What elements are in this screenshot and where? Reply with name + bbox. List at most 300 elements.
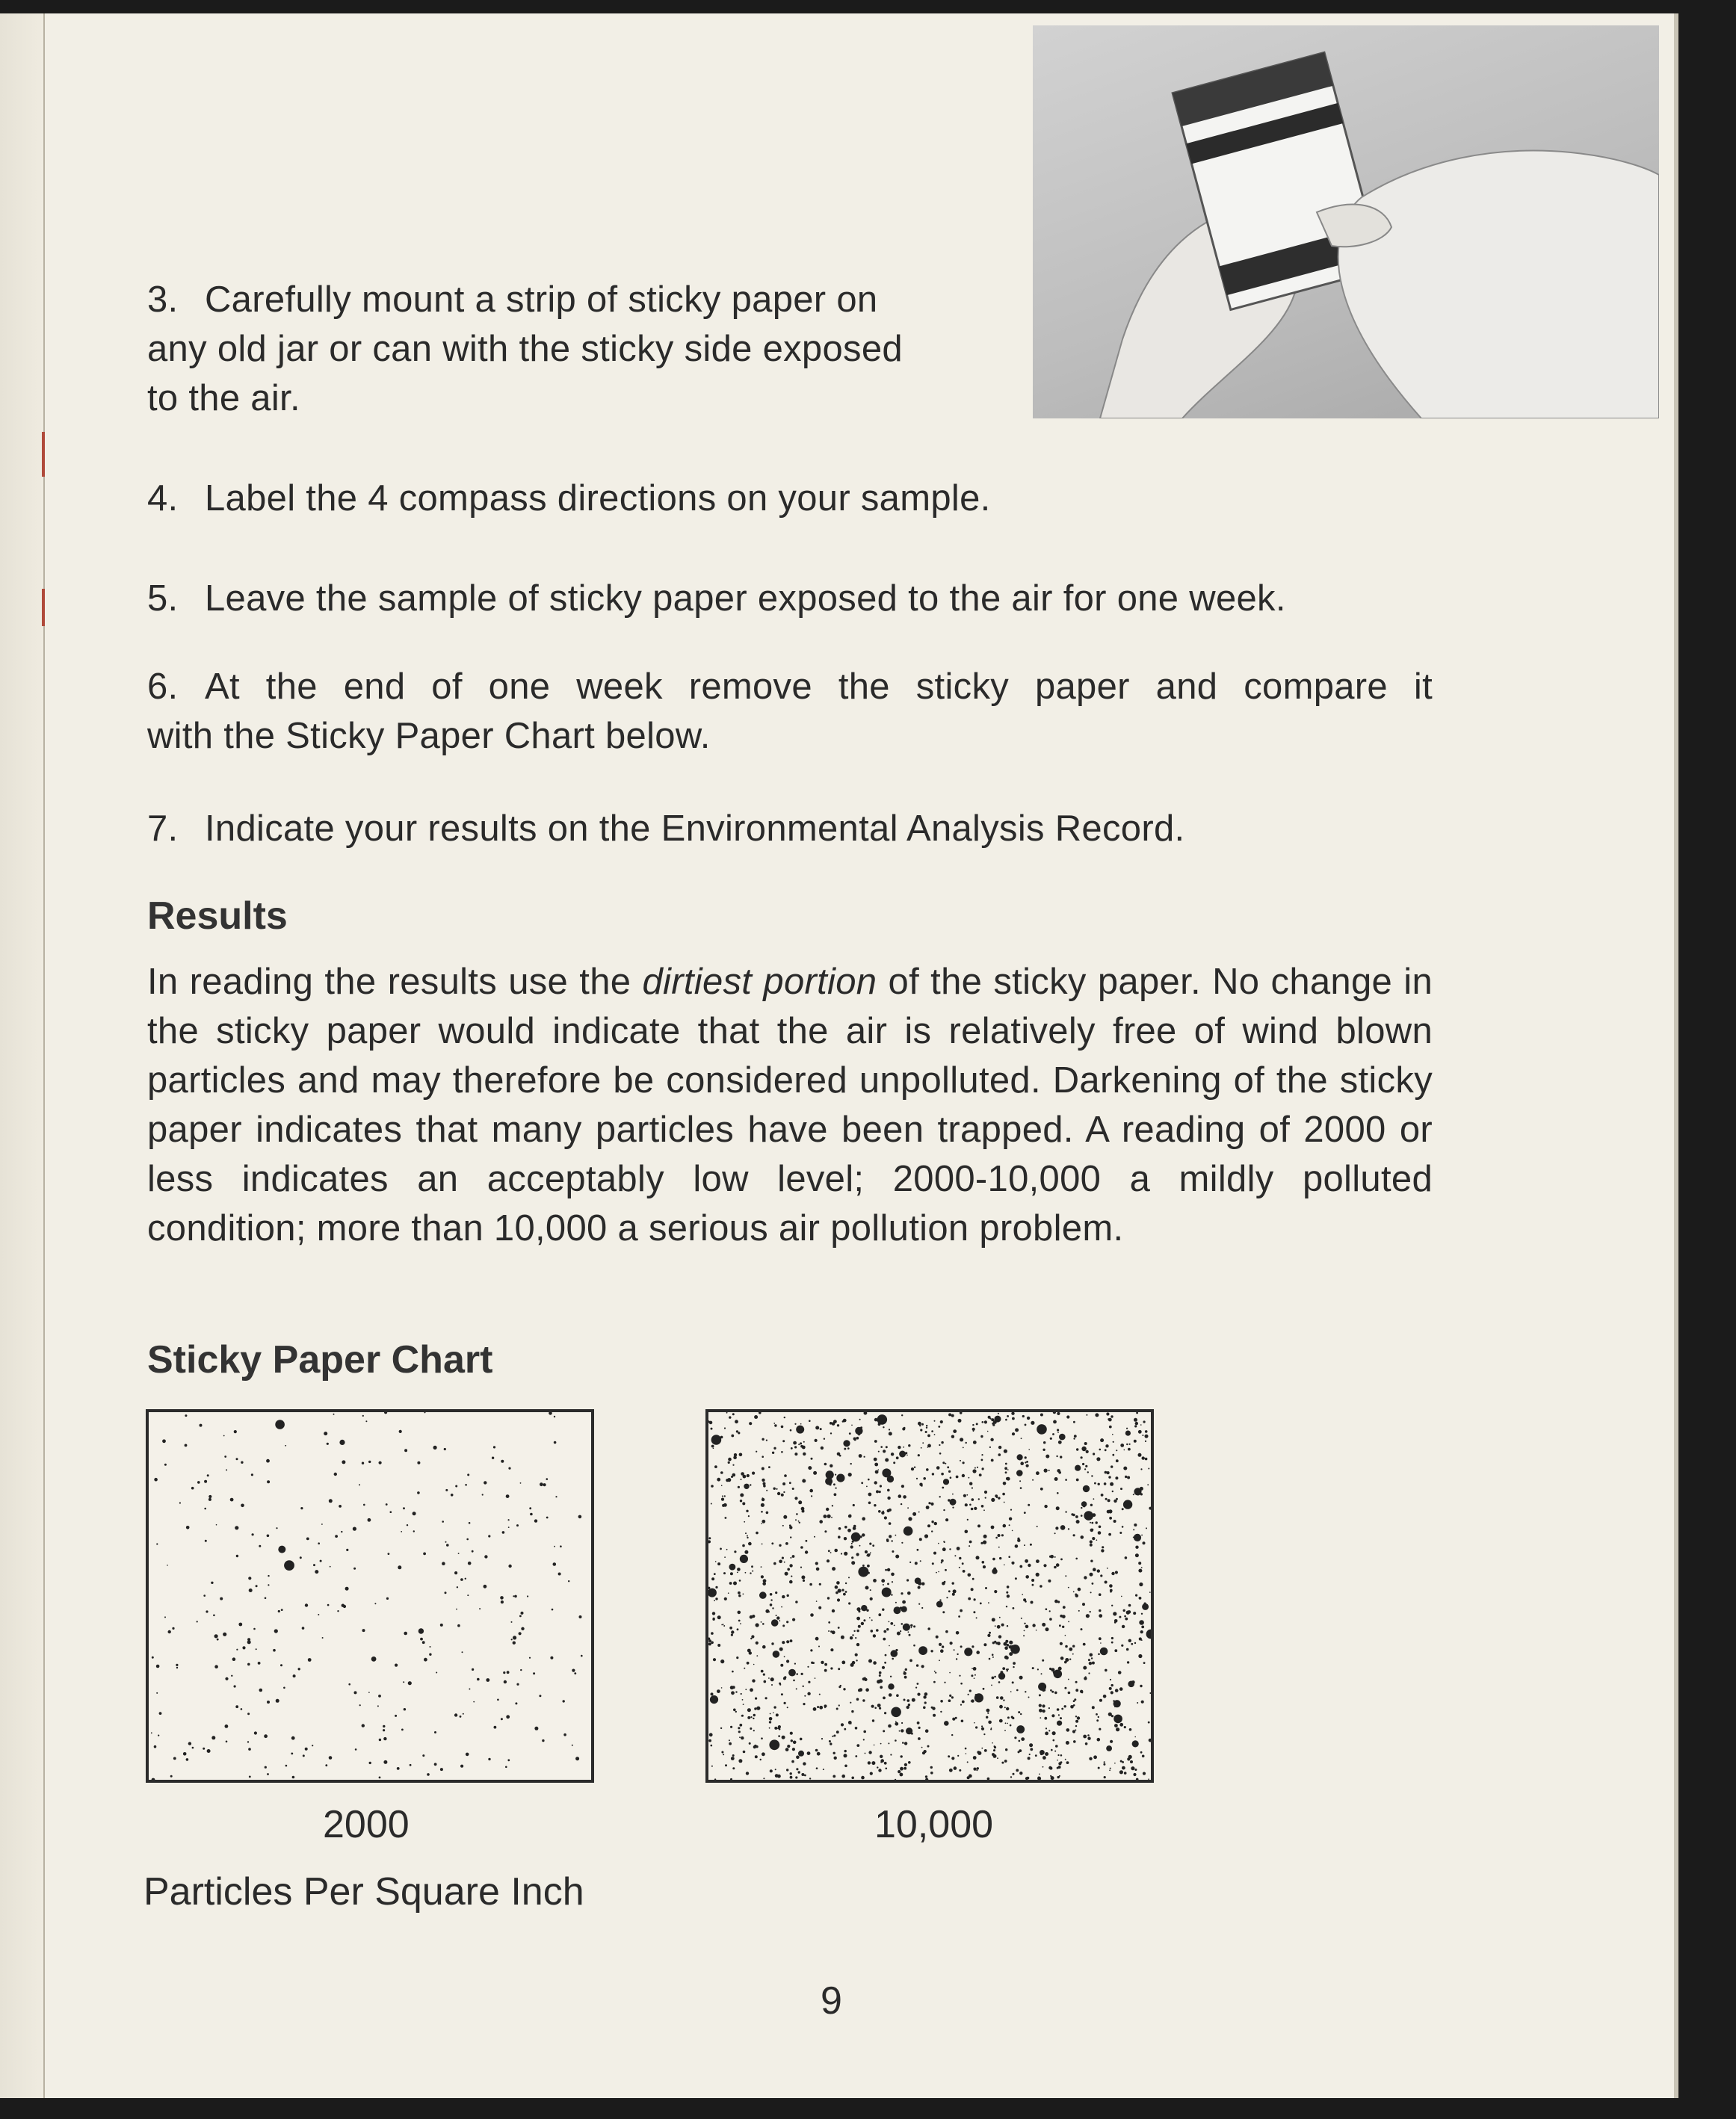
particle-dot (960, 1460, 961, 1461)
particle-dot (1127, 1476, 1130, 1479)
particle-dot (1007, 1670, 1008, 1671)
particle-dot (185, 1414, 187, 1417)
particle-dot (877, 1766, 878, 1768)
particle-dot (838, 1535, 841, 1538)
particle-dot (853, 1438, 856, 1441)
particle-dot (965, 1748, 967, 1750)
particle-dot (803, 1580, 805, 1582)
particle-dot (903, 1447, 904, 1448)
particle-dot (791, 1739, 793, 1742)
particle-dot (853, 1630, 855, 1632)
particle-dot (1031, 1421, 1034, 1425)
particle-dot (274, 1629, 278, 1633)
particle-dot (792, 1488, 794, 1490)
particle-dot (762, 1497, 764, 1499)
particle-dot (860, 1426, 862, 1429)
particle-dot (837, 1453, 841, 1456)
particle-dot (762, 1544, 763, 1545)
particle-dot (878, 1769, 881, 1772)
particle-dot (969, 1482, 972, 1485)
particle-dot (972, 1645, 974, 1648)
particle-dot (728, 1458, 732, 1461)
particle-dot (1134, 1418, 1137, 1422)
particle-dot (513, 1636, 516, 1639)
particle-dot (774, 1424, 776, 1426)
particle-dot (994, 1676, 996, 1678)
particle-dot (308, 1658, 312, 1662)
particle-dot (1088, 1672, 1090, 1674)
particle-dot (390, 1511, 392, 1513)
particle-dot (880, 1686, 883, 1689)
particle-dot (944, 1682, 945, 1683)
particle-dot (747, 1662, 750, 1665)
particle-dot (801, 1673, 803, 1675)
particle-dot (808, 1466, 812, 1470)
particle-dot (768, 1466, 770, 1468)
particle-dot (944, 1581, 946, 1583)
particle-dot (728, 1461, 730, 1464)
particle-dot (916, 1664, 918, 1666)
particle-dot (1044, 1469, 1048, 1473)
particle-dot (1142, 1435, 1143, 1436)
particle-dot (1006, 1477, 1009, 1480)
particle-dot (460, 1578, 463, 1581)
particle-dot (838, 1589, 841, 1592)
particle-dot (855, 1654, 858, 1656)
particle-dot (748, 1515, 750, 1517)
particle-dot (742, 1544, 745, 1547)
particle-dot (790, 1772, 792, 1775)
particle-dot (460, 1716, 462, 1718)
particle-dot (861, 1605, 867, 1611)
particle-dot (506, 1494, 510, 1498)
particle-dot (969, 1689, 972, 1692)
particle-dot (1128, 1681, 1134, 1688)
particle-dot (152, 1656, 154, 1659)
particle-dot (750, 1727, 752, 1730)
particle-dot (923, 1707, 926, 1710)
particle-dot (948, 1470, 951, 1473)
particle-dot (1045, 1727, 1047, 1729)
particle-dot (909, 1659, 912, 1662)
particle-dot (908, 1761, 911, 1764)
particle-dot (303, 1754, 305, 1757)
particle-dot (848, 1577, 850, 1578)
particle-dot (717, 1562, 720, 1565)
particle-dot (863, 1739, 865, 1740)
particle-dot (967, 1776, 970, 1779)
particle-dot (888, 1724, 892, 1728)
particle-dot (717, 1689, 720, 1693)
particle-dot (784, 1474, 787, 1477)
particle-dot (713, 1448, 714, 1450)
particle-dot (832, 1567, 835, 1571)
particle-dot (1037, 1668, 1039, 1670)
particle-dot (761, 1670, 764, 1673)
particle-dot (868, 1479, 870, 1481)
particle-dot (804, 1695, 806, 1697)
particle-dot (1068, 1692, 1071, 1695)
particle-dot (753, 1730, 755, 1731)
particle-dot (521, 1627, 524, 1630)
particle-dot (1007, 1644, 1010, 1647)
particle-dot (949, 1769, 953, 1772)
particle-dot (410, 1764, 412, 1766)
particle-dot (1115, 1571, 1118, 1574)
particle-dot (1111, 1605, 1113, 1606)
particle-dot (753, 1664, 755, 1665)
particle-dot (992, 1423, 994, 1425)
particle-dot (1095, 1413, 1099, 1417)
particle-dot (752, 1679, 755, 1682)
particle-dot (884, 1712, 886, 1714)
particle-dot (945, 1518, 948, 1521)
particle-dot (1106, 1745, 1112, 1751)
particle-dot (1122, 1508, 1124, 1510)
particle-dot (1119, 1616, 1121, 1618)
particle-dot (813, 1471, 817, 1475)
particle-dot (1143, 1541, 1146, 1544)
particle-dot (268, 1575, 269, 1577)
particle-dot (1105, 1449, 1107, 1451)
particle-dot (1113, 1715, 1122, 1724)
particle-dot (191, 1487, 194, 1490)
results-heading: Results (147, 894, 288, 938)
particle-dot (866, 1486, 868, 1488)
particle-dot (1054, 1477, 1058, 1481)
particle-dot (327, 1604, 330, 1606)
particle-dot (217, 1639, 219, 1641)
particle-dot (856, 1659, 857, 1661)
particle-dot (1009, 1524, 1010, 1526)
particle-dot (762, 1479, 764, 1482)
particle-dot (900, 1773, 903, 1777)
particle-dot (886, 1446, 888, 1448)
particle-dot (711, 1440, 713, 1441)
particle-dot (1007, 1625, 1008, 1627)
particle-dot (709, 1733, 713, 1736)
particle-dot (951, 1414, 954, 1417)
particle-dot (197, 1621, 198, 1622)
particle-dot (1126, 1444, 1128, 1445)
particle-dot (859, 1454, 862, 1458)
particle-dot (807, 1692, 810, 1695)
particle-dot (936, 1466, 940, 1470)
particle-dot (1040, 1750, 1045, 1755)
particle-dot (786, 1769, 788, 1771)
particle-dot (423, 1553, 426, 1556)
particle-dot (841, 1589, 844, 1591)
particle-dot (836, 1708, 838, 1710)
particle-dot (798, 1444, 800, 1445)
particle-dot (810, 1613, 814, 1617)
particle-dot (851, 1777, 854, 1780)
particle-dot (962, 1701, 965, 1704)
particle-dot (917, 1549, 919, 1551)
particle-dot (1075, 1720, 1078, 1723)
particle-dot (934, 1434, 936, 1435)
particle-dot (911, 1733, 913, 1735)
particle-dot (981, 1727, 984, 1730)
particle-dot (892, 1550, 894, 1553)
particle-dot (179, 1502, 181, 1503)
particle-dot (895, 1721, 897, 1722)
particle-dot (851, 1543, 853, 1544)
particle-dot (791, 1760, 794, 1763)
particle-dot (220, 1597, 223, 1600)
particle-dot (467, 1473, 469, 1476)
particle-dot (886, 1628, 889, 1630)
particle-dot (1037, 1526, 1038, 1527)
particle-dot (554, 1546, 555, 1547)
particle-dot (1114, 1649, 1117, 1652)
particle-dot (1059, 1775, 1060, 1777)
particle-dot (442, 1562, 445, 1565)
particle-dot (833, 1483, 835, 1485)
particle-dot (543, 1483, 546, 1486)
particle-dot (997, 1625, 1001, 1629)
particle-dot (1096, 1719, 1099, 1722)
particle-dot (874, 1745, 875, 1746)
particle-dot (972, 1487, 973, 1488)
particle-dot (1069, 1659, 1071, 1660)
particle-dot (773, 1488, 776, 1490)
particle-dot (259, 1545, 261, 1547)
particle-dot (844, 1526, 847, 1529)
particle-dot (908, 1631, 909, 1633)
particle-dot (973, 1768, 976, 1771)
particle-dot (516, 1683, 519, 1686)
particle-dot (1120, 1488, 1122, 1490)
particle-dot (798, 1500, 802, 1504)
particle-dot (762, 1645, 766, 1649)
particle-dot (744, 1668, 745, 1669)
particle-dot (934, 1420, 936, 1422)
particle-dot (788, 1669, 796, 1677)
particle-dot (786, 1621, 788, 1623)
particle-dot (998, 1497, 1000, 1499)
particle-dot (1105, 1471, 1108, 1474)
particle-dot (780, 1664, 783, 1667)
particle-dot (429, 1654, 431, 1656)
particle-dot (445, 1541, 447, 1543)
particle-dot (941, 1562, 942, 1563)
particle-dot (711, 1692, 714, 1695)
particle-dot (1149, 1739, 1151, 1742)
particle-dot (1135, 1553, 1139, 1557)
particle-dot (747, 1537, 748, 1538)
scan-bottom-edge (0, 2098, 1736, 2119)
particle-dot (819, 1583, 821, 1586)
results-text: of the sticky paper. No change in the sticky paper would indicate that the air is relatively free of wind blown particles and may therefore be considered unpolluted. Darkening of the sticky paper indicates that many particles have been trapped. A reading of 2000 or less indicates an acceptably low level; 2000-10,000 a mildly polluted condition; more than 10,000 a serious air pollution problem. (147, 962, 1433, 1249)
particle-dot (186, 1526, 190, 1529)
particle-dot (901, 1606, 907, 1612)
particle-dot (953, 1429, 957, 1433)
particle-dot (916, 1478, 918, 1479)
particle-dot (721, 1624, 723, 1626)
particle-dot (918, 1737, 921, 1740)
particle-dot (1149, 1591, 1151, 1593)
particle-dot (442, 1521, 444, 1523)
particle-dot (717, 1478, 720, 1482)
particle-dot (896, 1457, 898, 1458)
particle-dot (322, 1637, 324, 1639)
particle-dot (1134, 1488, 1141, 1495)
particle-dot (339, 1440, 345, 1445)
particle-dot (1101, 1549, 1104, 1552)
particle-dot (736, 1430, 738, 1432)
particle-dot (291, 1736, 295, 1740)
particle-dot (983, 1643, 986, 1646)
particle-dot (1004, 1760, 1007, 1763)
particle-dot (724, 1597, 727, 1600)
particle-dot (994, 1746, 996, 1748)
particle-dot (162, 1439, 166, 1443)
particle-dot (971, 1699, 974, 1702)
particle-dot (223, 1633, 226, 1636)
particle-dot (321, 1523, 323, 1525)
particle-dot (786, 1659, 789, 1662)
particle-dot (731, 1691, 735, 1695)
particle-dot (312, 1745, 313, 1746)
particle-dot (923, 1695, 926, 1698)
particle-dot (1055, 1745, 1058, 1748)
particle-dot (516, 1524, 519, 1526)
particle-dot (1048, 1470, 1050, 1471)
particle-dot (850, 1463, 852, 1464)
particle-dot (771, 1542, 773, 1544)
particle-dot (466, 1538, 469, 1541)
particle-dot (1032, 1584, 1034, 1586)
particle-dot (755, 1698, 757, 1700)
particle-dot (850, 1702, 851, 1704)
particle-dot (761, 1566, 762, 1568)
step-text: with the Sticky Paper Chart below. (147, 716, 711, 756)
particle-dot (1074, 1435, 1077, 1438)
particle-dot (990, 1728, 992, 1730)
particle-dot (963, 1570, 966, 1573)
particle-dot (362, 1462, 364, 1464)
particle-dot (482, 1494, 484, 1495)
particle-dot (445, 1591, 447, 1594)
particle-dot (871, 1630, 874, 1633)
particle-dot (1011, 1716, 1013, 1719)
particle-dot (276, 1699, 279, 1703)
particle-dot (1020, 1713, 1022, 1715)
particle-dot (983, 1565, 986, 1568)
particle-dot (803, 1479, 804, 1480)
particle-dot (887, 1509, 890, 1512)
particle-dot (903, 1767, 906, 1770)
particle-dot (783, 1677, 786, 1680)
particle-dot (1119, 1770, 1123, 1774)
particle-dot (977, 1751, 980, 1754)
particle-dot (213, 1615, 215, 1617)
particle-dot (1096, 1457, 1100, 1461)
particle-dot (1137, 1702, 1138, 1704)
particle-dot (785, 1748, 789, 1751)
particle-dot (731, 1634, 733, 1636)
particle-dot (1045, 1608, 1048, 1610)
particle-dot (856, 1607, 860, 1611)
particle-dot (983, 1733, 985, 1735)
particle-dot (983, 1535, 987, 1538)
particle-dot (254, 1731, 257, 1734)
particle-dot (792, 1618, 795, 1621)
particle-dot (1012, 1417, 1015, 1420)
particle-dot (1043, 1441, 1045, 1444)
step-text: At the end of one week remove the sticky paper and compare it (205, 666, 1433, 707)
particle-dot (151, 1732, 152, 1733)
particle-dot (795, 1776, 797, 1778)
particle-dot (879, 1491, 881, 1493)
particle-dot (546, 1517, 549, 1519)
particle-dot (763, 1482, 766, 1485)
particle-dot (1099, 1593, 1102, 1596)
particle-dot (164, 1616, 166, 1618)
particle-dot (225, 1724, 229, 1728)
particle-dot (235, 1705, 238, 1708)
particle-dot (729, 1564, 736, 1571)
particle-dot (936, 1636, 939, 1639)
particle-dot (508, 1519, 510, 1521)
particle-dot (418, 1628, 424, 1633)
particle-dot (931, 1521, 933, 1523)
particle-dot (1134, 1425, 1137, 1427)
particle-dot (1035, 1754, 1037, 1757)
particle-dot (744, 1521, 745, 1523)
particle-dot (383, 1725, 385, 1727)
particle-dot (1003, 1699, 1004, 1701)
particle-dot (1098, 1654, 1100, 1656)
particle-dot (774, 1727, 777, 1730)
particle-dot (748, 1543, 750, 1544)
particle-dot (837, 1424, 839, 1426)
particle-dot (231, 1675, 232, 1677)
particle-dot (1050, 1689, 1052, 1692)
particle-dot (981, 1748, 983, 1749)
particle-dot (779, 1684, 781, 1686)
particle-dot (887, 1489, 890, 1492)
particle-dot (226, 1469, 227, 1470)
particle-dot (879, 1671, 882, 1674)
particle-dot (1058, 1441, 1062, 1444)
particle-dot (1052, 1433, 1054, 1435)
particle-dot (1057, 1412, 1060, 1415)
particle-dot (827, 1597, 830, 1599)
particle-dot (173, 1757, 176, 1760)
particle-dot (1000, 1696, 1004, 1700)
particle-dot (574, 1672, 576, 1674)
particle-dot (960, 1645, 963, 1648)
particle-dot (887, 1497, 890, 1500)
particle-dot (1053, 1739, 1055, 1742)
particle-dot (738, 1611, 741, 1615)
particle-dot (711, 1445, 714, 1448)
particle-dot (735, 1691, 737, 1692)
particle-dot (742, 1502, 745, 1505)
particle-dot (747, 1708, 751, 1712)
particle-dot (880, 1446, 883, 1448)
particle-dot (1061, 1708, 1063, 1710)
particle-dot (192, 1747, 194, 1749)
particle-dot (1042, 1704, 1045, 1707)
particle-dot (874, 1440, 877, 1443)
particle-dot (1068, 1679, 1069, 1680)
particle-dot (933, 1681, 936, 1683)
particle-dot (1083, 1485, 1090, 1492)
particle-dot (912, 1698, 915, 1702)
